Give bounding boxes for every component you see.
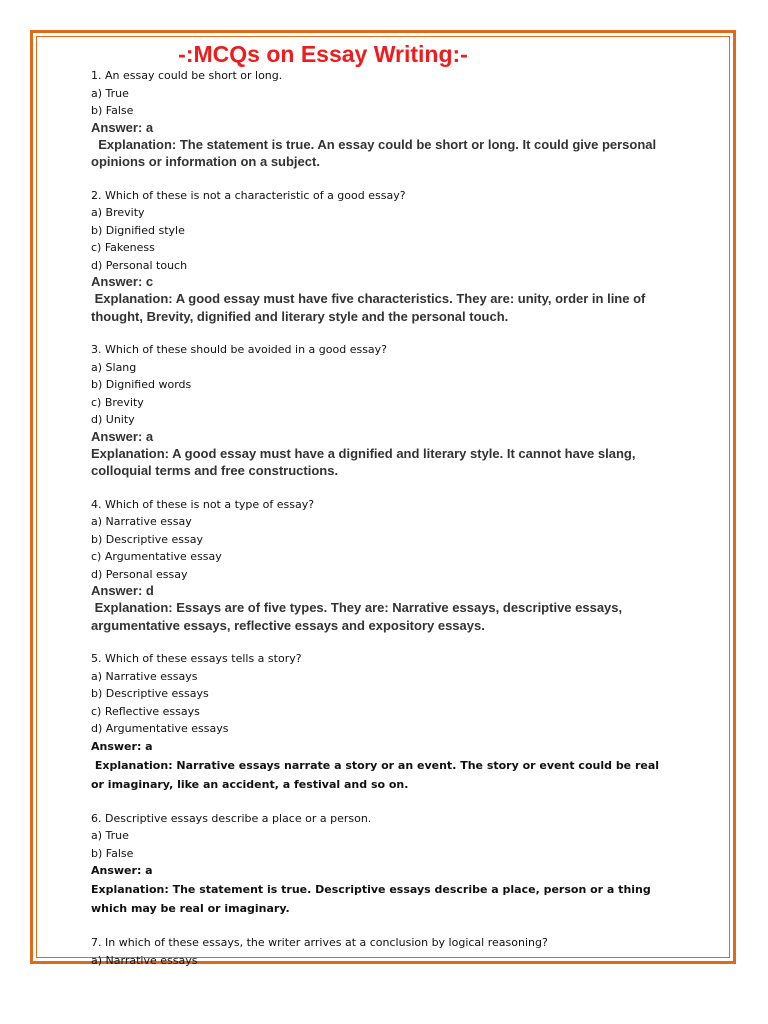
answer-text: Answer: a — [91, 428, 154, 444]
question-text: 5. Which of these essays tells a story? — [91, 652, 302, 665]
question-block-4 — [91, 496, 711, 635]
answer-text: Answer: c — [91, 274, 154, 289]
mcq-list — [91, 67, 711, 985]
question-block-1 — [91, 67, 711, 171]
option-item: c) Fakeness — [91, 241, 155, 254]
option-item: a) Slang — [91, 360, 137, 374]
question-block-7 — [91, 934, 711, 969]
option-item: b) Descriptive essay — [91, 532, 203, 546]
question-text: 4. Which of these is not a type of essay? — [91, 497, 315, 511]
option-item: a) Narrative essay — [91, 515, 192, 528]
question-text: 3. Which of these should be avoided in a good essay? — [91, 343, 388, 356]
explanation-text: Explanation: A good essay must have five characteristics. They are: unity, order in line of thought, Brevity, dignified and literary style and the personal touch. — [91, 291, 649, 324]
explanation-text: Explanation: The statement is true. An essay could be short or long. It could give personal opinions or information on a subject. — [91, 136, 660, 169]
option-item: d) Unity — [91, 413, 135, 426]
question-block-6 — [91, 810, 711, 919]
option-item: a) True — [91, 86, 129, 100]
document-page — [30, 30, 736, 967]
option-item: c) Reflective essays — [91, 704, 200, 718]
answer-text: Answer: d — [91, 583, 154, 598]
question-text: 6. Descriptive essays describe a place or a person. — [91, 811, 372, 825]
explanation-text: Explanation: The statement is true. Descriptive essays describe a place, person or a thing which may be real or imaginary. — [91, 883, 655, 915]
option-item: a) Narrative essays — [91, 669, 198, 683]
question-block-3 — [91, 341, 711, 480]
page-title: -:MCQs on Essay Writing:- — [178, 41, 468, 67]
option-item: d) Personal essay — [91, 567, 188, 581]
answer-text: Answer: a — [91, 119, 154, 135]
explanation-text: Explanation: Narrative essays narrate a story or an event. The story or event could be real or imaginary, like an accident, a festival and so on. — [91, 758, 663, 791]
question-text: 1. An essay could be short or long. — [91, 69, 283, 82]
option-item: a) Narrative essays — [91, 953, 198, 967]
option-item: a) Brevity — [91, 206, 145, 219]
question-text: 7. In which of these essays, the writer arrives at a conclusion by logical reasoning? — [91, 936, 548, 949]
option-item: c) Brevity — [91, 395, 144, 409]
question-block-2 — [91, 187, 711, 326]
explanation-text: Explanation: A good essay must have a dignified and literary style. It cannot have slang, colloquial terms and free constructions. — [91, 445, 640, 478]
option-item: b) Dignified words — [91, 378, 192, 391]
option-item: b) False — [91, 104, 134, 117]
option-item: d) Argumentative essays — [91, 722, 229, 735]
option-item: b) False — [91, 846, 134, 860]
option-item: d) Personal touch — [91, 258, 188, 272]
option-item: c) Argumentative essay — [91, 550, 222, 563]
question-block-5 — [91, 650, 711, 794]
answer-text: Answer: a — [91, 864, 153, 877]
answer-text: Answer: a — [91, 739, 153, 753]
question-text: 2. Which of these is not a characteristic of a good essay? — [91, 188, 406, 202]
option-item: b) Dignified style — [91, 223, 185, 237]
option-item: b) Descriptive essays — [91, 687, 209, 700]
explanation-text: Explanation: Essays are of five types. They are: Narrative essays, descriptive essays, argumentative essays, reflective essays and expository essays. — [91, 600, 626, 633]
option-item: a) True — [91, 829, 129, 842]
